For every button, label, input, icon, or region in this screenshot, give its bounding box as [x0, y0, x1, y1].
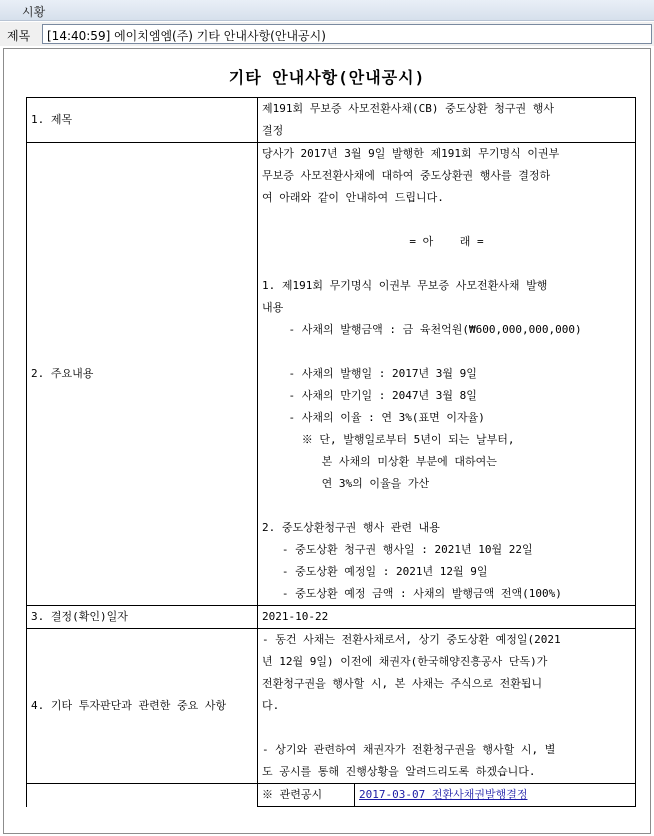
content-line: 제191회 무보증 사모전환사채(CB) 중도상환 청구권 행사 — [262, 102, 554, 115]
content-line: = 아 래 = — [409, 235, 484, 248]
content-line: 1. 제191회 무기명식 이권부 무보증 사모전환사채 발행 — [262, 279, 548, 292]
content-line: 여 아래와 같이 안내하여 드립니다. — [262, 191, 444, 204]
content-line: - 중도상환 예정 금액 : 사채의 발행금액 전액(100%) — [262, 587, 562, 600]
disclosure-table — [26, 97, 636, 807]
content-line — [262, 253, 631, 275]
window-title: 시황 — [22, 5, 46, 19]
empty-cell — [27, 784, 258, 807]
content-line: - 사채의 만기일 : 2047년 3월 8일 — [262, 389, 477, 402]
content-line: 2. 중도상환청구권 행사 관련 내용 — [262, 521, 440, 534]
content-line: 연 3%의 이율을 가산 — [262, 477, 430, 490]
content-line: - 상기와 관련하여 채권자가 전환청구권을 행사할 시, 별 — [262, 743, 556, 756]
subject-field[interactable]: [14:40:59] 에이치엠엠(주) 기타 안내사항(안내공시) — [42, 24, 652, 44]
table-row — [27, 784, 636, 807]
content-line: - 사채의 이율 : 연 3%(표면 이자율) — [262, 411, 485, 424]
table-row — [258, 784, 635, 806]
table-row — [27, 98, 636, 143]
related-disclosure-cell — [258, 784, 636, 807]
table-row — [27, 629, 636, 784]
content-line: 전환청구권을 행사할 시, 본 사채는 주식으로 전환됩니 — [262, 677, 543, 690]
subject-label: 제목 — [7, 29, 31, 43]
row-content-other-matters — [258, 629, 636, 784]
row-content-main — [258, 143, 636, 606]
content-line: - 사채의 발행일 : 2017년 3월 9일 — [262, 367, 477, 380]
content-line: - 동건 사채는 전환사채로서, 상기 중도상환 예정일(2021 — [262, 633, 561, 646]
related-disclosure-link-cell — [355, 784, 636, 806]
row-content-subject — [258, 98, 636, 143]
content-line: 내용 — [262, 301, 284, 314]
content-line: 도 공시를 통해 진행상황을 알려드리도록 하겠습니다. — [262, 765, 536, 778]
content-line: 본 사채의 미상환 부분에 대하여는 — [262, 455, 497, 468]
content-line — [262, 717, 631, 739]
content-line: 년 12월 9일) 이전에 채권자(한국해양진흥공사 단독)가 — [262, 655, 548, 668]
row-label-subject: 1. 제목 — [27, 98, 258, 143]
content-line: - 사채의 발행금액 : 금 육천억원(₩600,000,000,000) — [262, 323, 582, 336]
content-line — [262, 209, 631, 231]
content-line: 결정 — [262, 124, 284, 137]
subject-row — [0, 22, 654, 46]
row-content-decision-date — [258, 606, 636, 629]
related-disclosure-link[interactable]: 2017-03-07 전환사채권발행결정 — [359, 788, 528, 801]
content-line — [262, 341, 631, 363]
related-disclosure-table — [258, 784, 635, 806]
window-titlebar — [0, 0, 654, 21]
row-label-decision-date: 3. 결정(확인)일자 — [27, 606, 258, 629]
document-title: 기타 안내사항(안내공시) — [228, 68, 426, 87]
content-line: - 중도상환 청구권 행사일 : 2021년 10월 22일 — [262, 543, 533, 556]
table-row — [27, 606, 636, 629]
related-disclosure-label: ※ 관련공시 — [258, 784, 355, 806]
row-label-other-matters: 4. 기타 투자판단과 관련한 중요 사항 — [27, 629, 258, 784]
content-line: 당사가 2017년 3월 9일 발행한 제191회 무기명식 이권부 — [262, 147, 560, 160]
content-line: - 중도상환 예정일 : 2021년 12월 9일 — [262, 565, 488, 578]
document-frame — [3, 48, 651, 834]
content-line — [262, 495, 631, 517]
content-line: 2021-10-22 — [262, 610, 329, 623]
row-label-main-content: 2. 주요내용 — [27, 143, 258, 606]
content-line: 다. — [262, 699, 280, 712]
content-line: 무보증 사모전환사채에 대하여 중도상환권 행사를 결정하 — [262, 169, 551, 182]
content-line: ※ 단, 발행일로부터 5년이 되는 날부터, — [262, 433, 515, 446]
table-row — [27, 143, 636, 606]
